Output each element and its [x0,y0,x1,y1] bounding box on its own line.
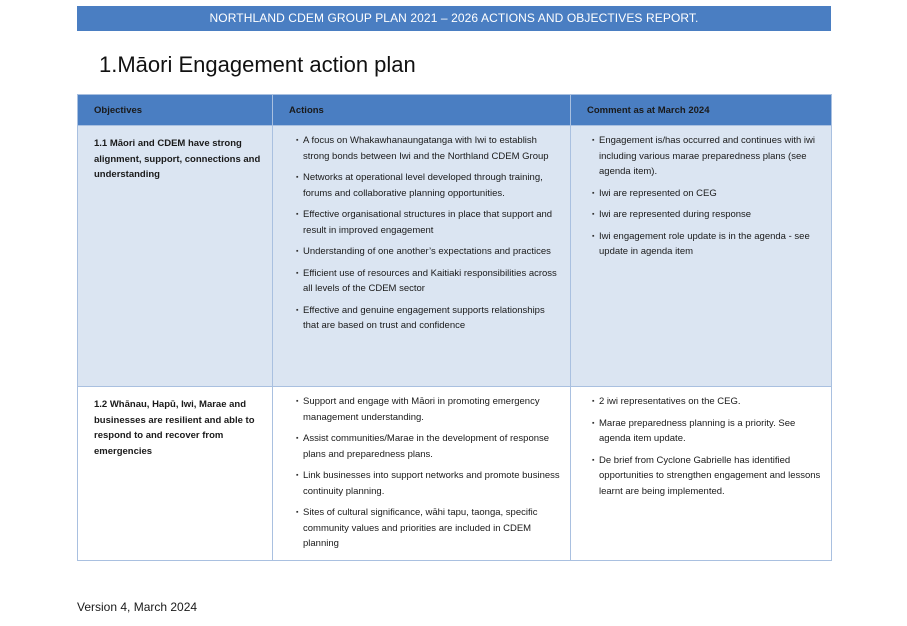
actions-cell [273,126,571,387]
comment-cell [571,126,832,387]
action-plan-table [77,94,832,561]
list-item: ▪ Marae preparedness planning is a priority. See agenda item update. [592,417,796,444]
list-item: ▪ 2 iwi representatives on the CEG. [592,396,741,407]
page-title: 1.Māori Engagement action plan [99,52,416,77]
header-actions: Actions [273,95,571,126]
header-objectives: Objectives [78,95,273,126]
actions-list [297,394,562,552]
list-item: ▪ Understanding of one another’s expectations and practices [296,246,551,257]
header-comment: Comment as at March 2024 [571,95,832,126]
actions-cell [273,387,571,561]
objective-cell: 1.1 Māori and CDEM have strong alignment, support, connections and understanding [78,126,273,387]
comments-list [593,394,823,499]
list-item: ▪ Effective and genuine engagement supports relationships that are based on trust and confidence [296,304,545,331]
comments-list [593,133,823,260]
report-banner: NORTHLAND CDEM GROUP PLAN 2021 – 2026 ACTIONS AND OBJECTIVES REPORT. [77,6,831,31]
list-item: ▪ Link businesses into support networks and promote business continuity planning. [296,470,560,497]
list-item: ▪ De brief from Cyclone Gabrielle has identified opportunities to strengthen engagement and lessons learnt are being implemented. [592,454,821,497]
list-item: ▪ Sites of cultural significance, wāhi tapu, taonga, specific community values and priorities are included in CDEM planning [296,507,538,549]
list-item: ▪ Support and engage with Māori in promoting emergency management understanding. [296,396,540,423]
list-item: ▪ Networks at operational level developed through training, forums and collaborative planning opportunities. [296,172,543,199]
version-footer: Version 4, March 2024 [77,600,198,614]
actions-list [297,133,562,334]
table-row [78,387,832,561]
list-item: ▪ Effective organisational structures in place that support and result in improved engagement [296,209,553,236]
table-header-row [78,95,832,126]
list-item: ▪ A focus on Whakawhanaungatanga with Iwi to establish strong bonds between Iwi and the Northland CDEM Group [296,135,549,162]
list-item: ▪ Efficient use of resources and Kaitiaki responsibilities across all levels of the CDEM sector [296,267,557,294]
list-item: ▪ Iwi are represented on CEG [592,187,717,199]
list-item: ▪ Iwi are represented during response [592,209,752,220]
comment-cell [571,387,832,561]
objective-cell: 1.2 Whānau, Hapū, Iwi, Marae and businesses are resilient and able to respond to and recover from emergencies [78,387,273,561]
list-item: ▪ Assist communities/Marae in the development of response plans and preparedness plans. [296,433,550,460]
table-row [78,126,832,387]
list-item: ▪ Iwi engagement role update is in the agenda - see update in agenda item [592,230,810,257]
list-item: ▪ Engagement is/has occurred and continues with iwi including various marae preparedness plans (see agenda item). [592,135,815,177]
